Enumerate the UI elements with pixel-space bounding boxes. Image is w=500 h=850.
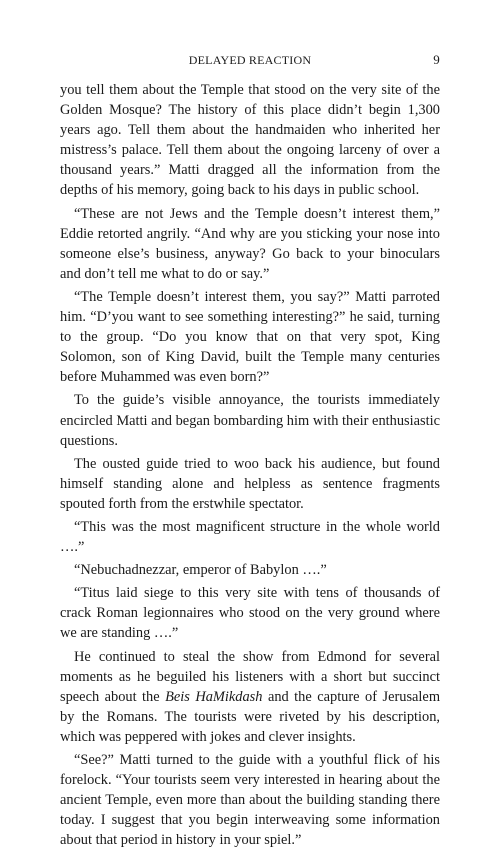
running-header xyxy=(60,53,440,69)
paragraph-9-text-before: He continued to steal the show from Edmond for several moments as he beguiled his listeners with a short but succinct speech about the xyxy=(60,648,440,705)
paragraph-7: “Nebuchadnezzar, emperor of Babylon ….” xyxy=(74,562,327,579)
paragraph-3: “The Temple doesn’t interest them, you say?” Matti parroted him. “D’you want to see something interesting?” he said, turning to the group. “Do you know that on that very spot, King Solomon, son of King David, built the Temple many centuries before Muhammed was even born?” xyxy=(60,288,440,386)
paragraph-10: “See?” Matti turned to the guide with a youthful flick of his forelock. “Your tourists seem very interested in hearing about the ancient Temple, even more than about the building standing there today. I suggest that you begin interweaving some information about that period in history in your spiel.” xyxy=(60,752,440,849)
paragraph-9-italic-term: Beis HaMikdash xyxy=(165,688,263,705)
paragraph-9 xyxy=(60,647,440,747)
running-title: DELAYED REACTION xyxy=(188,53,312,67)
paragraph-4: To the guide’s visible annoyance, the tourists immediately encircled Matti and began bombarding him with their enthusiastic questions. xyxy=(60,392,440,449)
paragraph-1: you tell them about the Temple that stood on the very site of the Golden Mosque? The history of this place didn’t begin 1,300 years ago. Tell them about the handmaiden who inherited her mistress’s palace. Tell them about the ongoing larceny of over a thousand years.” Matti dragged all the information from the depths of his memory, going back to his days in public school. xyxy=(60,82,440,199)
paragraph-5: The ousted guide tried to woo back his audience, but found himself standing alone and helpless as sentence fragments spouted forth from the erstwhile spectator. xyxy=(60,455,440,512)
paragraph-2: “These are not Jews and the Temple doesn’t interest them,” Eddie retorted angrily. “And why are you sticking your nose into someone else’s business, anyway? Go back to your binoculars and don’t tell me what to do or say.” xyxy=(60,205,440,282)
page-number: 9 xyxy=(433,52,440,67)
paragraph-8: “Titus laid siege to this very site with tens of thousands of crack Roman legionnaires who stood on the very ground where we are standing ….” xyxy=(60,585,440,642)
body-text xyxy=(60,80,440,850)
paragraph-6: “This was the most magnificent structure in the whole world ….” xyxy=(60,518,440,556)
paragraph-9-text-after: and the capture of Jerusalem by the Romans. The tourists were riveted by his description, which was peppered with jokes and clever insights. xyxy=(60,688,441,745)
